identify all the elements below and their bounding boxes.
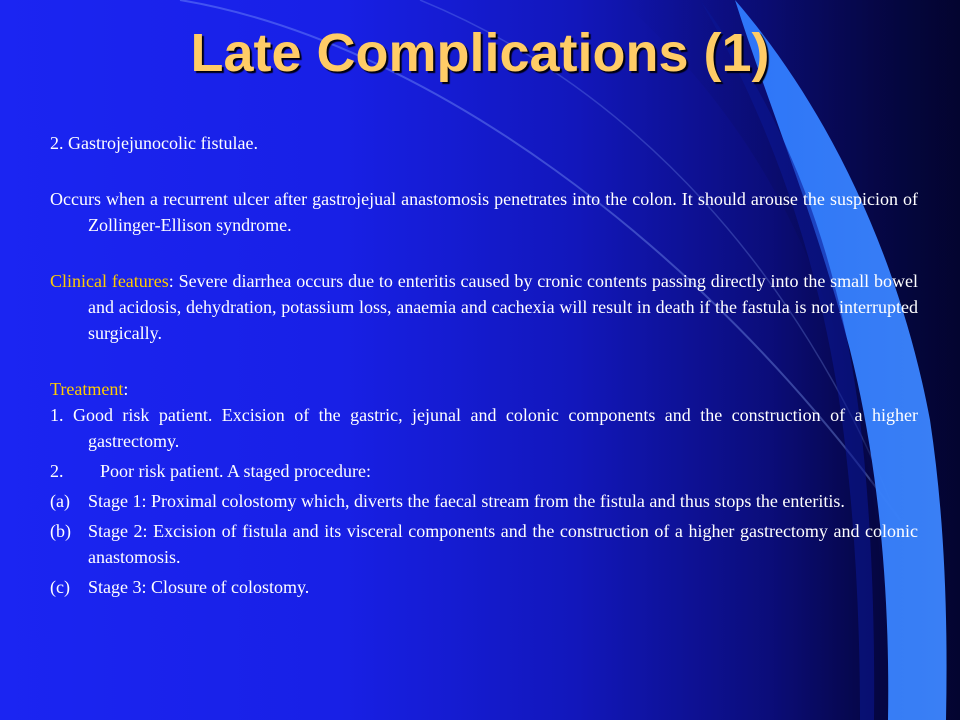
stage-b-label: (b) <box>50 521 71 541</box>
stage-c-text: Stage 3: Closure of colostomy. <box>88 577 310 597</box>
stage-a <box>50 488 918 514</box>
clinical-features-paragraph <box>50 268 918 346</box>
treatment-item-2 <box>50 458 918 484</box>
treatment-item-1: 1. Good risk patient. Excision of the gastric, jejunal and colonic components and the construction of a higher gastrectomy. <box>50 405 918 451</box>
treatment-colon: : <box>123 379 129 399</box>
treatment-label: Treatment <box>50 379 124 399</box>
treatment-item-2-number: 2. <box>50 461 64 481</box>
slide-body <box>50 130 918 600</box>
stage-a-label: (a) <box>50 491 70 511</box>
occurs-paragraph: Occurs when a recurrent ulcer after gastrojejual anastomosis penetrates into the colon. It should arouse the suspicion of Zollinger-Ellison syndrome. <box>50 189 918 235</box>
clinical-features-label: Clinical features <box>50 271 169 291</box>
stage-c <box>50 574 918 600</box>
stage-c-label: (c) <box>50 577 70 597</box>
slide-title: Late Complications (1) <box>190 23 770 83</box>
stage-b-text: Stage 2: Excision of fistula and its visceral components and the construction of a higher gastrectomy and colonic anastomosis. <box>88 521 918 567</box>
heading-item: 2. Gastrojejunocolic fistulae. <box>50 133 258 153</box>
treatment-heading <box>50 376 918 402</box>
stage-a-text: Stage 1: Proximal colostomy which, diverts the faecal stream from the fistula and thus stops the enteritis. <box>88 491 845 511</box>
treatment-item-2-text: Poor risk patient. A staged procedure: <box>100 461 371 481</box>
stage-b <box>50 518 918 570</box>
clinical-features-text: : Severe diarrhea occurs due to enteritis caused by cronic contents passing directly into the small bowel and acidosis, dehydration, potassium loss, anaemia and cachexia will result in death if the fastula is not interrupted surgically. <box>88 271 919 343</box>
